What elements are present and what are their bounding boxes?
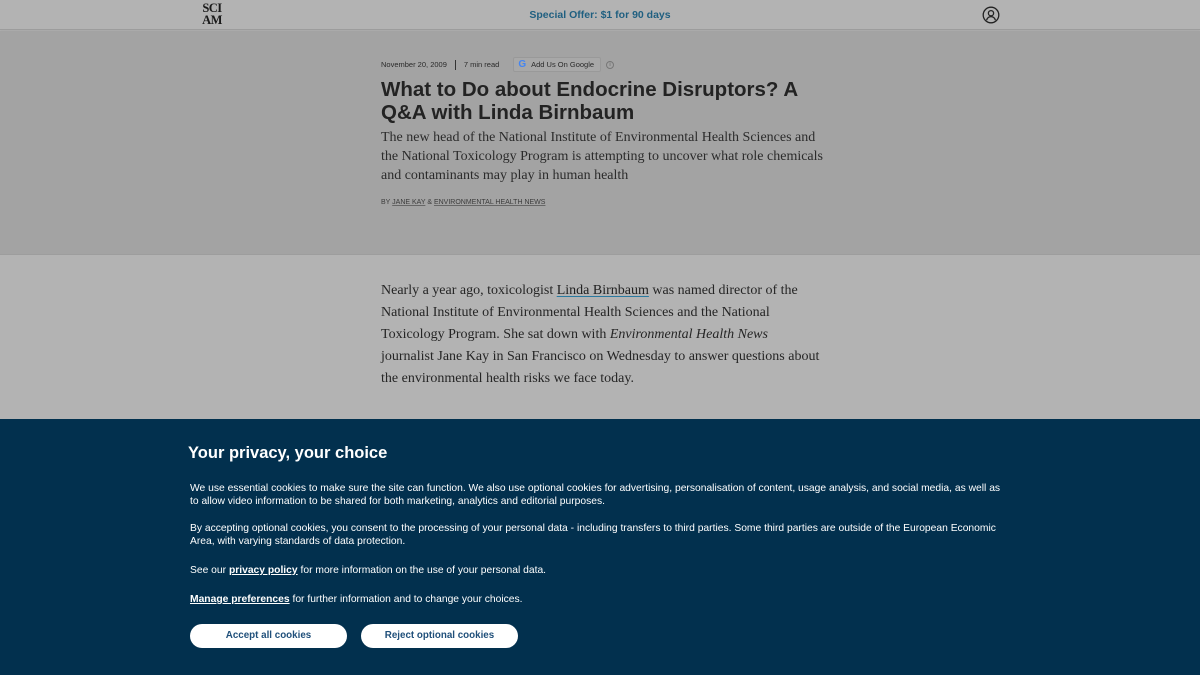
byline: BY JANE KAY & ENVIRONMENTAL HEALTH NEWS: [381, 199, 546, 206]
consent-text: We use essential cookies to make sure the site can function. We also use optional cookies for advertising, personalisation of content, usage analysis, and social media, as well as to allow video information to be shared for both marketing, analytics and editorial purposes.: [190, 483, 1001, 507]
consent-text: By accepting optional cookies, you consent to the processing of your personal data - including transfers to third parties. Some third parties are outside of the European Economic Area, with varying standards of data protection.: [190, 523, 996, 547]
article-dek: The new head of the National Institute of Environmental Health Sciences and the National Toxicology Program is attempting to uncover what role chemicals and contaminants may play in human health: [381, 130, 823, 183]
author-link-jane-kay[interactable]: JANE KAY: [392, 199, 426, 206]
google-icon: G: [518, 59, 527, 70]
manage-preferences-link[interactable]: Manage preferences: [190, 594, 290, 605]
article-title: What to Do about Endocrine Disruptors? A Q&A with Linda Birnbaum: [381, 78, 798, 124]
special-offer-link[interactable]: Special Offer: $1 for 90 days: [529, 9, 671, 21]
article-body: [381, 280, 821, 390]
linda-birnbaum-link[interactable]: Linda Birnbaum: [556, 283, 649, 298]
cookie-consent-banner: [0, 419, 1200, 675]
reject-optional-cookies-button[interactable]: Reject optional cookies: [361, 624, 518, 648]
paragraph: Nearly a year ago, toxicologist Linda Birnbaum was named director of the National Institute of Environmental Health Sciences and the National Toxicology Program. She sat down with Environmental Health News journalist Jane Kay in San Francisco on Wednesday to answer questions about the environmental health risks we face today.: [381, 283, 820, 386]
consent-text: See our privacy policy for more information on the use of your personal data.: [190, 565, 547, 576]
divider: [455, 60, 456, 70]
sciam-logo[interactable]: SCI AM: [202, 1, 222, 27]
user-circle-icon[interactable]: [982, 6, 1000, 24]
top-bar: [0, 0, 1200, 30]
publish-date: November 20, 2009: [381, 60, 447, 69]
article-meta: [381, 57, 614, 72]
privacy-policy-link[interactable]: privacy policy: [228, 565, 298, 576]
info-icon[interactable]: i: [606, 61, 614, 69]
add-us-on-google-button[interactable]: G Add Us On Google: [513, 57, 601, 72]
article-header: [0, 31, 1200, 255]
consent-title: Your privacy, your choice: [188, 444, 388, 462]
accept-all-cookies-button[interactable]: Accept all cookies: [190, 624, 347, 648]
read-time: 7 min read: [463, 60, 500, 69]
consent-text: Manage preferences for further information and to change your choices.: [190, 594, 523, 605]
author-link-ehn[interactable]: ENVIRONMENTAL HEALTH NEWS: [433, 199, 546, 206]
